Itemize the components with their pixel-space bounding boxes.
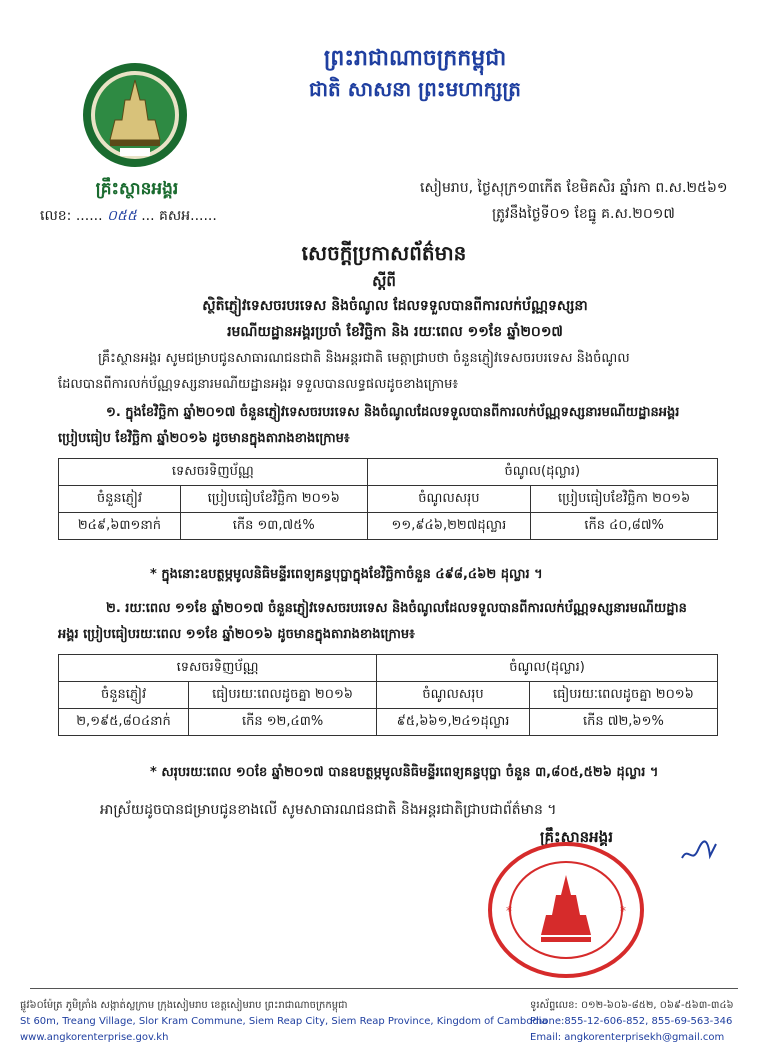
table-group-visitors: ទេសចរទិញប័ណ្ណ xyxy=(59,655,377,682)
section-1-note: * ក្នុងនោះឧបត្ថម្ភមូលនិធិមន្ទីរពេទ្យគន្ធបុប្ផាក្នុងខែវិច្ឆិកាចំនួន ៤៩៨,៤៦២ ដុល្លារ ។ xyxy=(150,567,543,582)
reference-number: លេខ: ...... ០៥៥ ... គសអ...... xyxy=(40,208,217,224)
agency-logo-icon xyxy=(80,60,190,170)
signature-icon xyxy=(680,836,720,866)
footer-email: Email: angkorenterprisekh@gmail.com xyxy=(530,1032,725,1043)
intro-paragraph xyxy=(58,346,718,398)
section-1-table xyxy=(58,458,718,540)
section-1-line-2: ប្រៀបធៀប ខែវិច្ឆិកា ឆ្នាំ២០១៦ ដូចមានក្នុងតារាងខាងក្រោម៖ xyxy=(58,431,350,446)
svg-text:*: * xyxy=(506,904,512,918)
kingdom-heading: ព្រះរាជាណាចក្រកម្ពុជា xyxy=(323,45,507,71)
section-2-heading xyxy=(58,596,718,648)
footer-phone-en: Phone:855-12-606-852, 855-69-563-346 xyxy=(530,1016,733,1027)
table-cell-compare-revenue: កើន ៧២,៦១% xyxy=(529,709,717,736)
intro-line-1: គ្រឹះស្ថានអង្គរ សូមជម្រាបជូនសាធារណជនជាតិ និងអន្តរជាតិ មេត្តាជ្រាបថា ចំនួនភ្ញៀវទេសចរបរទេស និងចំណូល xyxy=(98,351,630,366)
subject-line-2: រមណីយដ្ឋានអង្គរប្រចាំ ខែវិច្ឆិកា និង រយៈពេល ១១ខែ ឆ្នាំ២០១៧ xyxy=(227,324,563,340)
section-2-line-1: ២. រយៈពេល ១១ខែ ឆ្នាំ២០១៧ ចំនួនភ្ញៀវទេសចរបរទេស និងចំណូលដែលទទួលបានពីការលក់ប័ណ្ណទស្សនារមណីយដ្ឋាន xyxy=(106,601,687,616)
table-cell-compare-visitors: កើន ១២,៤៣% xyxy=(189,709,377,736)
closing-paragraph: អាស្រ័យដូចបានជម្រាបជូនខាងលើ សូមសាធារណជនជាតិ និងអន្តរជាតិជ្រាបជាព័ត៌មាន ។ xyxy=(100,802,557,818)
section-1-line-1: ១. ក្នុងខែវិច្ឆិកា ឆ្នាំ២០១៧ ចំនួនភ្ញៀវទេសចរបរទេស និងចំណូលដែលទទួលបានពីការលក់ប័ណ្ណទស្សនារមណីយដ្ឋានអង្គរ xyxy=(106,405,680,420)
footer-phone-km: ទូរស័ព្ទលេខ: ០១២-៦០៦-៨៥២, ០៦៩-៥៦៣-៣៤៦ xyxy=(530,1000,734,1011)
table-col-compare-visitors: ធៀបរយៈពេលដូចគ្នា ២០១៦ xyxy=(189,682,377,709)
table-cell-compare-revenue: កើន ៤០,៨៧% xyxy=(531,513,718,540)
section-2-table xyxy=(58,654,718,736)
table-cell-count: ២៤៩,៦៣១នាក់ xyxy=(59,513,181,540)
table-group-revenue: ចំណូល(ដុល្លារ) xyxy=(367,459,717,486)
table-cell-total: ១១,៩៤៦,២២៧ដុល្លារ xyxy=(367,513,531,540)
table-cell-total: ៩៥,៦៦១,២៤១ដុល្លារ xyxy=(377,709,530,736)
ref-prefix: លេខ: xyxy=(40,208,72,224)
ref-number-value: ០៥៥ xyxy=(107,208,137,224)
table-col-total: ចំណូលសរុប xyxy=(367,486,531,513)
agency-name: គ្រឹះស្ថានអង្គរ xyxy=(95,179,179,199)
footer-divider xyxy=(30,988,738,989)
table-col-compare-visitors: ប្រៀបធៀបខែវិច្ឆិកា ២០១៦ xyxy=(180,486,367,513)
date-lunar: សៀមរាប, ថ្ងៃសុក្រ១៣កើត ខែមិគសិរ ឆ្នាំរកា ព.ស.២៥៦១ xyxy=(420,180,728,196)
date-solar: ត្រូវនឹងថ្ងៃទី០១ ខែធ្នូ គ.ស.២០១៧ xyxy=(492,206,675,222)
footer-address-en: St 60m, Treang Village, Slor Kram Commune, Siem Reap City, Siem Reap Province, Kingdom of Cambodia xyxy=(20,1016,548,1027)
section-1-heading xyxy=(58,400,718,452)
footer-website: www.angkorenterprise.gov.kh xyxy=(20,1032,169,1043)
document-title: សេចក្តីប្រកាសព័ត៌មាន xyxy=(301,241,467,265)
ref-suffix: គសអ...... xyxy=(159,208,217,224)
table-col-count: ចំនួនភ្ញៀវ xyxy=(59,486,181,513)
intro-line-2: ដែលបានពីការលក់ប័ណ្ណទស្សនារមណីយដ្ឋានអង្គរ ទទួលបានលទ្ធផលដូចខាងក្រោម៖ xyxy=(58,377,459,392)
table-cell-count: ២,១៩៥,៨០៤នាក់ xyxy=(59,709,189,736)
table-group-revenue: ចំណូល(ដុល្លារ) xyxy=(377,655,718,682)
svg-text:*: * xyxy=(620,904,626,918)
signature-agency: គ្រឹះស្ថានអង្គរ xyxy=(540,828,613,846)
table-col-compare-revenue: ធៀបរយៈពេលដូចគ្នា ២០១៦ xyxy=(529,682,717,709)
subject-line-1: ស្ថិតិភ្ញៀវទេសចរបរទេស និងចំណូល ដែលទទួលបានពីការលក់ប័ណ្ណទស្សនា xyxy=(202,298,588,314)
section-2-line-2: អង្គរ ប្រៀបធៀបរយៈពេល ១១ខែ ឆ្នាំ២០១៦ ដូចមានក្នុងតារាងខាងក្រោម៖ xyxy=(58,627,415,642)
footer-address-km: ផ្លូវ៦០ម៉ែត្រ ភូមិត្រាំង សង្កាត់ស្លក្រាម ក្រុងសៀមរាប ខេត្តសៀមរាប ព្រះរាជាណាចក្រកម្ពុជា xyxy=(20,1000,348,1011)
official-seal-icon xyxy=(486,840,646,980)
table-col-compare-revenue: ប្រៀបធៀបខែវិច្ឆិកា ២០១៦ xyxy=(531,486,718,513)
table-col-count: ចំនួនភ្ញៀវ xyxy=(59,682,189,709)
section-2-note: * សរុបរយៈពេល ១០ខែ ឆ្នាំ២០១៧ បានឧបត្ថម្ភមូលនិធិមន្ទីរពេទ្យគន្ធបុប្ផា ចំនួន ៣,៨០៥,៥២៦ ដុល្លារ ។ xyxy=(150,765,659,780)
motto-heading: ជាតិ សាសនា ព្រះមហាក្សត្រ xyxy=(309,77,521,101)
table-col-total: ចំណូលសរុប xyxy=(377,682,530,709)
table-group-visitors: ទេសចរទិញប័ណ្ណ xyxy=(59,459,368,486)
table-cell-compare-visitors: កើន ១៣,៧៥% xyxy=(180,513,367,540)
about-label: ស្តីពី xyxy=(372,272,396,290)
